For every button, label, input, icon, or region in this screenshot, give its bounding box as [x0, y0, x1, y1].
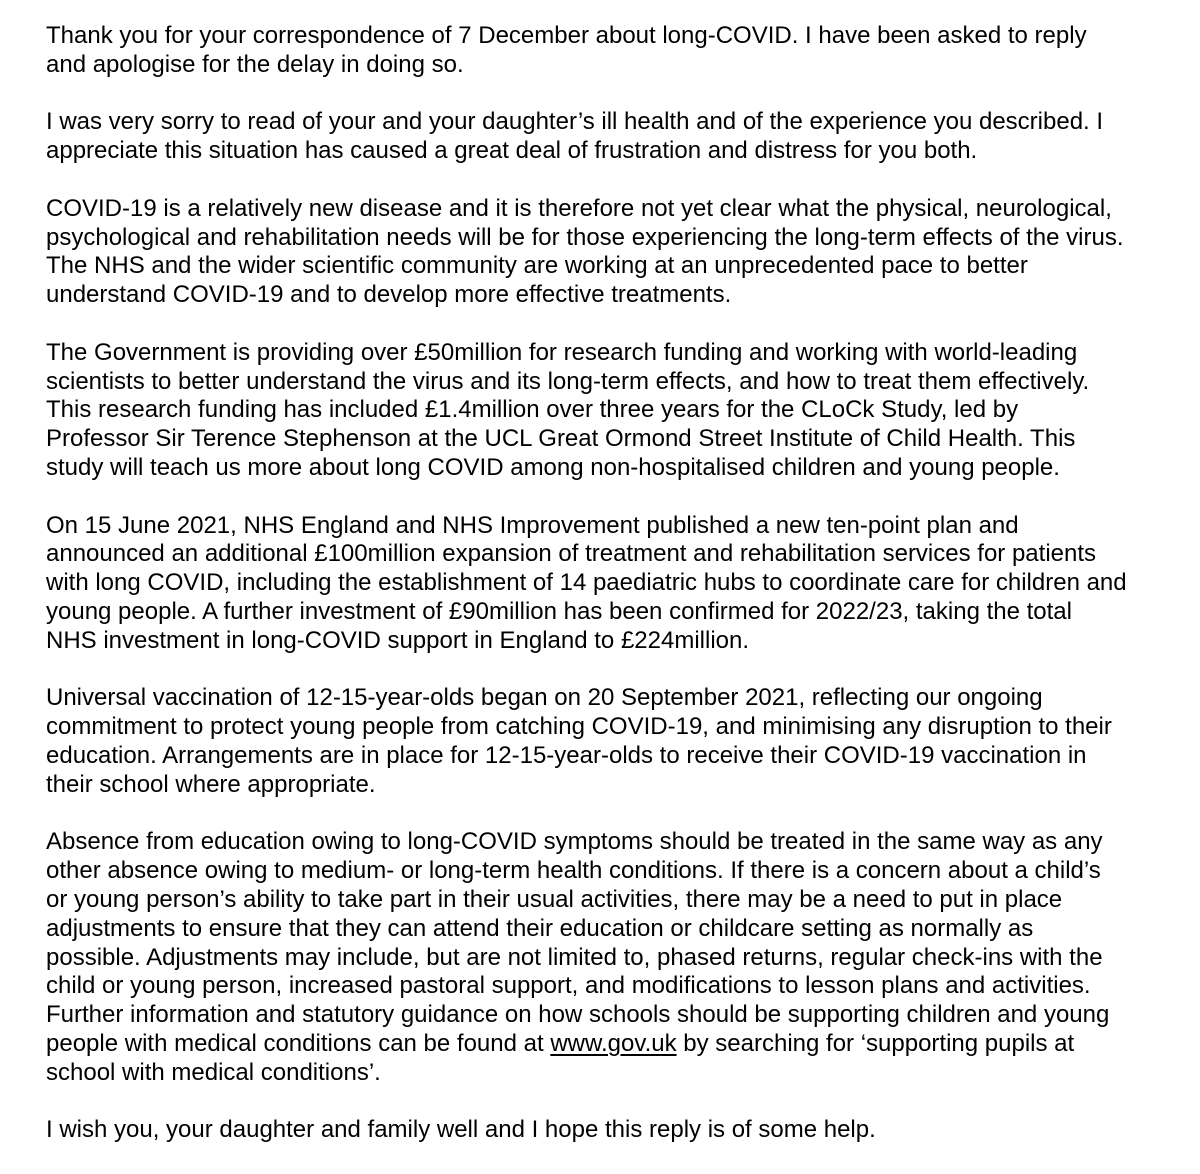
text-line: The NHS and the wider scientific community are working at an unprecedented pace to better [46, 252, 1028, 280]
text-line: COVID-19 is a relatively new disease and it is therefore not yet clear what the physical, neurological, [46, 194, 1112, 222]
text-line: Absence from education owing to long-COVID symptoms should be treated in the same way as any [46, 828, 1103, 856]
text-line: appreciate this situation has caused a great deal of frustration and distress for you both. [46, 137, 978, 165]
text-line: with long COVID, including the establishment of 14 paediatric hubs to coordinate care for children and [46, 569, 1127, 597]
text-line: scientists to better understand the virus and its long-term effects, and how to treat them effectively. [46, 367, 1090, 395]
paragraph-acknowledgement [46, 22, 1186, 80]
text-line: I wish you, your daughter and family well and I hope this reply is of some help. [46, 1116, 876, 1144]
text-line: This research funding has included £1.4million over three years for the CLoCk Study, led by [46, 396, 1019, 424]
text-line: or young person’s ability to take part in their usual activities, there may be a need to put in place [46, 885, 1063, 913]
text-line: child or young person, increased pastoral support, and modifications to lesson plans and activities. [46, 972, 1091, 1000]
paragraph-sympathy [46, 108, 1186, 166]
link-line-prefix: people with medical conditions can be found at [46, 1029, 551, 1057]
text-line: Thank you for your correspondence of 7 December about long-COVID. I have been asked to reply [46, 22, 1087, 49]
text-line: and apologise for the delay in doing so. [46, 50, 464, 78]
text-line: Further information and statutory guidance on how schools should be supporting children and young [46, 1001, 1110, 1029]
text-line: school with medical conditions’. [46, 1058, 381, 1086]
paragraph-covid-background [46, 195, 1186, 310]
paragraph-closing [46, 1116, 1186, 1145]
paragraph-education-absence [46, 828, 1186, 1087]
text-line: young people. A further investment of £90million has been confirmed for 2022/23, taking the total [46, 597, 1072, 625]
text-line: On 15 June 2021, NHS England and NHS Improvement published a new ten-point plan and [46, 511, 1019, 539]
text-line: announced an additional £100million expansion of treatment and rehabilitation services for patients [46, 540, 1097, 568]
text-line: possible. Adjustments may include, but are not limited to, phased returns, regular check-ins with the [46, 943, 1103, 971]
paragraph-vaccination [46, 684, 1186, 799]
text-line: Professor Sir Terence Stephenson at the UCL Great Ormond Street Institute of Child Health. This [46, 425, 1076, 453]
text-line: study will teach us more about long COVID among non-hospitalised children and young people. [46, 453, 1060, 481]
gov-uk-link[interactable]: www.gov.uk [550, 1029, 677, 1057]
paragraph-research-funding [46, 339, 1186, 483]
text-line: commitment to protect young people from catching COVID-19, and minimising any disruption to their [46, 713, 1112, 741]
text-line: I was very sorry to read of your and your daughter’s ill health and of the experience you described. I [46, 108, 1104, 136]
text-line: psychological and rehabilitation needs will be for those experiencing the long-term effects of the virus. [46, 223, 1124, 251]
text-line: NHS investment in long-COVID support in England to £224million. [46, 626, 750, 654]
text-line: education. Arrangements are in place for 12-15-year-olds to receive their COVID-19 vaccination in [46, 741, 1087, 769]
letter-body [46, 22, 1186, 1174]
text-line: adjustments to ensure that they can attend their education or childcare setting as normally as [46, 914, 1034, 942]
text-line-with-link [46, 1030, 1186, 1059]
text-line: The Government is providing over £50million for research funding and working with world-leading [46, 338, 1078, 366]
text-line: understand COVID-19 and to develop more effective treatments. [46, 281, 732, 309]
text-line: other absence owing to medium- or long-term health conditions. If there is a concern about a child’s [46, 857, 1101, 885]
text-line: Universal vaccination of 12-15-year-olds began on 20 September 2021, reflecting our ongoing [46, 684, 1043, 712]
paragraph-nhs-plan [46, 512, 1186, 656]
link-line-suffix: by searching for ‘supporting pupils at [676, 1029, 1075, 1057]
text-line: their school where appropriate. [46, 770, 376, 798]
